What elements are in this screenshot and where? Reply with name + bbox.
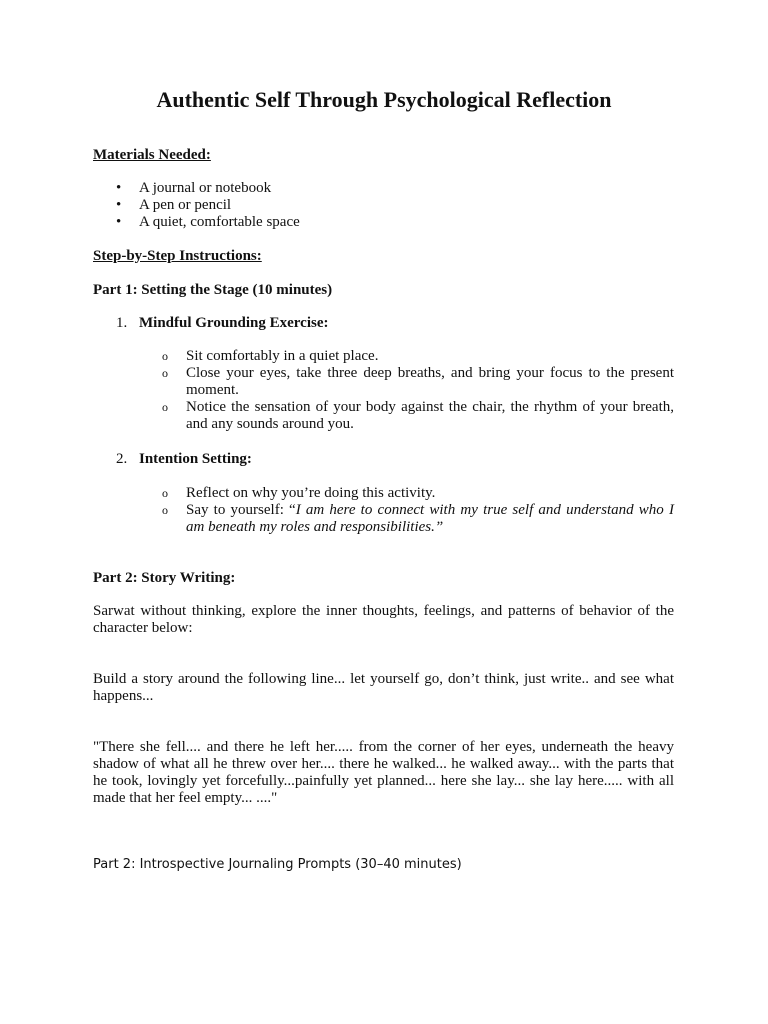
list-item — [162, 348, 674, 365]
sub-bullet-marker: o — [162, 503, 168, 517]
materials-list — [116, 180, 676, 231]
part2-journaling-heading: Part 2: Introspective Journaling Prompts (30–40 minutes) — [93, 857, 462, 872]
step-title: Intention Setting: — [139, 451, 252, 467]
part1-heading: Part 1: Setting the Stage (10 minutes) — [93, 282, 333, 298]
step2-list — [162, 485, 674, 536]
bullet-marker: • — [116, 214, 122, 230]
list-item — [162, 365, 674, 399]
step-number: 2. — [116, 451, 128, 467]
part2-paragraph-2: Build a story around the following line... let yourself go, don’t think, just write.. and see what happens... — [93, 671, 674, 704]
list-item — [116, 180, 676, 197]
list-item — [162, 399, 674, 433]
list-item-text: A quiet, comfortable space — [139, 214, 300, 230]
list-item-text — [186, 502, 674, 536]
step1-list — [162, 348, 674, 433]
list-item — [162, 485, 674, 502]
list-item-text: Notice the sensation of your body against the chair, the rhythm of your breath, and any sounds around you. — [186, 399, 674, 432]
part2-heading: Part 2: Story Writing: — [93, 570, 236, 586]
step-title: Mindful Grounding Exercise: — [139, 315, 329, 331]
intention-quote: I am here to connect with my true self and understand who I am beneath my roles and responsibilities.” — [186, 502, 674, 535]
materials-heading: Materials Needed: — [93, 147, 211, 163]
instructions-heading: Step-by-Step Instructions: — [93, 248, 262, 264]
list-item — [116, 214, 676, 231]
sub-bullet-marker: o — [162, 486, 168, 500]
sub-bullet-marker: o — [162, 400, 168, 414]
list-item-text: Close your eyes, take three deep breaths, and bring your focus to the present moment. — [186, 365, 674, 398]
list-item-text: Reflect on why you’re doing this activity. — [186, 485, 436, 501]
bullet-marker: • — [116, 180, 122, 196]
list-item-text: Sit comfortably in a quiet place. — [186, 348, 379, 364]
step2-header — [116, 451, 676, 468]
list-item — [116, 197, 676, 214]
sub-bullet-marker: o — [162, 349, 168, 363]
document-title: Authentic Self Through Psychological Reflection — [156, 87, 612, 112]
story-prompt-quote: "There she fell.... and there he left her..... from the corner of her eyes, underneath the heavy shadow of what all he threw over her.... there he walked... he walked away... with the parts that he took, lovingly yet forcefully...painfully yet planned... here she lay... she lay here..... with all made that her feel empty... ...." — [93, 739, 674, 806]
intention-prefix: Say to yourself: “ — [186, 502, 296, 518]
bullet-marker: • — [116, 197, 122, 213]
list-item — [162, 502, 674, 536]
list-item-text: A pen or pencil — [139, 197, 232, 213]
sub-bullet-marker: o — [162, 366, 168, 380]
step-number: 1. — [116, 315, 128, 331]
list-item-text: A journal or notebook — [139, 180, 272, 196]
part2-paragraph-1: Sarwat without thinking, explore the inner thoughts, feelings, and patterns of behavior of the character below: — [93, 603, 674, 636]
step1-header — [116, 315, 676, 332]
